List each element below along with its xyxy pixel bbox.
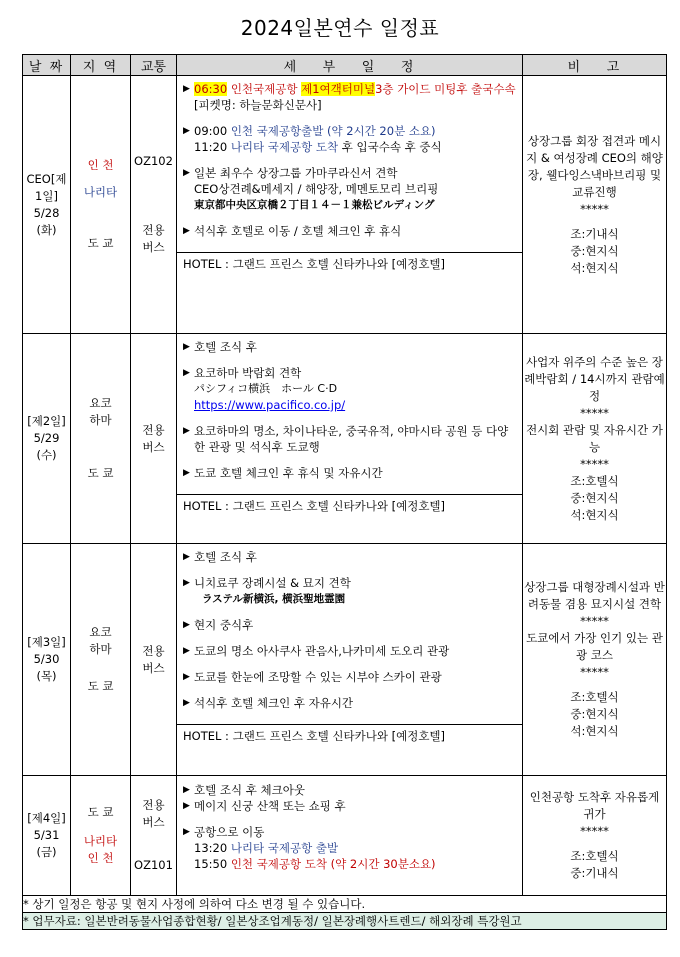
footer-note-row <box>23 896 667 913</box>
hotel-line: HOTEL : 그랜드 프린스 호텔 신타카나와 [예정호텔] <box>177 252 522 275</box>
bullet-icon: ▶ <box>183 646 190 656</box>
page-title: 2024일본연수 일정표 <box>240 16 440 40</box>
bullet-icon: ▶ <box>183 698 190 708</box>
schedule-item: ▶ 석식후 호텔 체크인 후 자유시간 <box>183 696 354 710</box>
bullet-icon: ▶ <box>183 168 190 178</box>
day-row-3 <box>23 544 667 776</box>
notes-cell: 사업자 위주의 수준 높은 장례박람회 / 14시까지 관람예정 ***** 전시회 관람 및 자유시간 가능 ***** 조:호텔식 중:현지식 석:현지식 <box>523 334 667 544</box>
region-cell: 요코 하마 도 쿄 <box>71 334 131 544</box>
region-incheon: 인 천 <box>87 158 114 172</box>
header-row <box>23 55 667 76</box>
hotel-line: HOTEL : 그랜드 프린스 호텔 신타카나와 [예정호텔] <box>177 494 522 517</box>
bullet-icon: ▶ <box>183 84 190 94</box>
bullet-icon: ▶ <box>183 578 190 588</box>
hotel-line: HOTEL : 그랜드 프린스 호텔 신타카나와 [예정호텔] <box>177 724 522 747</box>
schedule-item: ▶ 도쿄를 한눈에 조망할 수 있는 시부야 스카이 관광 <box>183 670 442 684</box>
footer-materials: * 업무자료: 일본반려동물사업종합현황/ 일본상조업계동정/ 일본장례행사트렌드/ 해외장례 특강원고 <box>23 913 667 930</box>
schedule-item: ▶ 메이지 신궁 산책 또는 쇼핑 후 <box>183 799 346 813</box>
flight-code: OZ102 <box>134 154 173 168</box>
transport-bus: 전용 <box>142 223 165 237</box>
schedule-cell <box>177 334 523 544</box>
bullet-icon: ▶ <box>183 226 190 236</box>
date-cell: [제4일] 5/31 (금) <box>23 776 71 896</box>
date-cell: [제2일] 5/29 (수) <box>23 334 71 544</box>
schedule-cell <box>177 76 523 334</box>
schedule-item: ▶ 06:30 인천국제공항 제1여객터미널3층 가이드 미팅후 출국수속 [피켓명: 하늘문화신문사] <box>183 82 516 112</box>
schedule-item: ▶ 도쿄의 명소 아사쿠사 관음사,나카미세 도오리 관광 <box>183 644 450 658</box>
schedule-item: ▶ 일본 최우수 상장그룹 가마쿠라신서 견학 CEO상견례&메세지 / 해양장, 메멘토모리 브리핑 東京都中央区京橋２丁目１４－１兼松ビルディング <box>183 166 439 211</box>
date-cell: [제3일] 5/30 (목) <box>23 544 71 776</box>
day-weekday: (화) <box>36 222 57 237</box>
schedule-item: ▶ 도쿄 호텔 체크인 후 휴식 및 자유시간 <box>183 466 383 480</box>
notes-cell: 상장그룹 대형장례시설과 반려동물 겸용 묘지시설 견학 ***** 도쿄에서 가장 인기 있는 관광 코스 ***** 조:호텔식 중:현지식 석:현지식 <box>523 544 667 776</box>
notes-cell: 상장그룹 회장 접견과 메시지 & 여성장례 CEO의 해양장, 웰다잉스낵바브리핑 및 교류진행 ***** 조:기내식 중:현지식 석:현지식 <box>523 76 667 334</box>
bullet-icon: ▶ <box>183 827 190 837</box>
bullet-icon: ▶ <box>183 672 190 682</box>
region-cell <box>71 76 131 334</box>
schedule-table <box>22 54 667 930</box>
schedule-item: ▶ 09:00 인천 국제공항출발 (약 2시간 20분 소요) 11:20 나리타 국제공항 도착 후 입국수속 후 중식 <box>183 124 442 154</box>
transport-cell <box>131 76 177 334</box>
region-cell: 도 쿄 나리타 인 천 <box>71 776 131 896</box>
day-row-4 <box>23 776 667 896</box>
pacifico-link[interactable]: https://www.pacifico.co.jp/ <box>194 398 346 412</box>
bullet-icon: ▶ <box>183 342 190 352</box>
transport-cell: 전용 버스 OZ101 <box>131 776 177 896</box>
schedule-cell <box>177 776 523 896</box>
transport-bus-2: 버스 <box>142 240 165 254</box>
bullet-icon: ▶ <box>183 426 190 436</box>
schedule-cell <box>177 544 523 776</box>
day-row-1 <box>23 76 667 334</box>
footer-note: * 상기 일정은 항공 및 현지 사정에 의하여 다소 변경 될 수 있습니다. <box>23 896 667 913</box>
transport-cell: 전용 버스 <box>131 544 177 776</box>
header-region: 지 역 <box>71 55 131 76</box>
day-label: CEO[제1일] <box>26 171 67 203</box>
bullet-icon: ▶ <box>183 620 190 630</box>
region-narita: 나리타 <box>83 185 118 199</box>
schedule-item: ▶ 공항으로 이동 13:20 나리타 국제공항 출발 15:50 인천 국제공항 도착 (약 2시간 30분소요) <box>183 825 436 871</box>
schedule-item: ▶ 호텔 조식 후 <box>183 340 257 354</box>
schedule-item: ▶ 호텔 조식 후 <box>183 550 257 564</box>
date-cell <box>23 76 71 334</box>
header-notes: 비 고 <box>523 55 667 76</box>
bullet-icon: ▶ <box>183 552 190 562</box>
schedule-item: ▶ 니치료쿠 장례시설 & 묘지 견학 ラステル新横浜, 横浜聖地霊園 <box>183 576 351 605</box>
header-date: 날 짜 <box>23 55 71 76</box>
bullet-icon: ▶ <box>183 126 190 136</box>
header-schedule: 세 부 일 정 <box>177 55 523 76</box>
bullet-icon: ▶ <box>183 468 190 478</box>
transport-cell: 전용 버스 <box>131 334 177 544</box>
footer-materials-row <box>23 913 667 930</box>
bullet-icon: ▶ <box>183 801 190 811</box>
region-tokyo: 도 교 <box>87 236 114 250</box>
bullet-icon: ▶ <box>183 368 190 378</box>
bullet-icon: ▶ <box>183 785 190 795</box>
schedule-item: ▶ 현지 중식후 <box>183 618 254 632</box>
schedule-item: ▶ 요코하마의 명소, 차이나타운, 중국유적, 야마시타 공원 등 다양한 관광 및 석식후 도쿄행 <box>183 424 509 454</box>
header-transport: 교통 <box>131 55 177 76</box>
schedule-item: ▶ 요코하마 박람회 견학 パシフィコ横浜 ホール C·D https://www.pacifico.co.jp/ <box>183 365 517 413</box>
notes-cell: 인천공항 도착후 자유롭게 귀가 ***** 조:호텔식 중:기내식 <box>523 776 667 896</box>
schedule-item: ▶ 석식후 호텔로 이동 / 호텔 체크인 후 휴식 <box>183 224 402 238</box>
region-cell: 요코 하마 도 쿄 <box>71 544 131 776</box>
day-date: 5/28 <box>33 205 60 220</box>
day-row-2 <box>23 334 667 544</box>
schedule-item: ▶ 호텔 조식 후 체크아웃 <box>183 783 305 797</box>
